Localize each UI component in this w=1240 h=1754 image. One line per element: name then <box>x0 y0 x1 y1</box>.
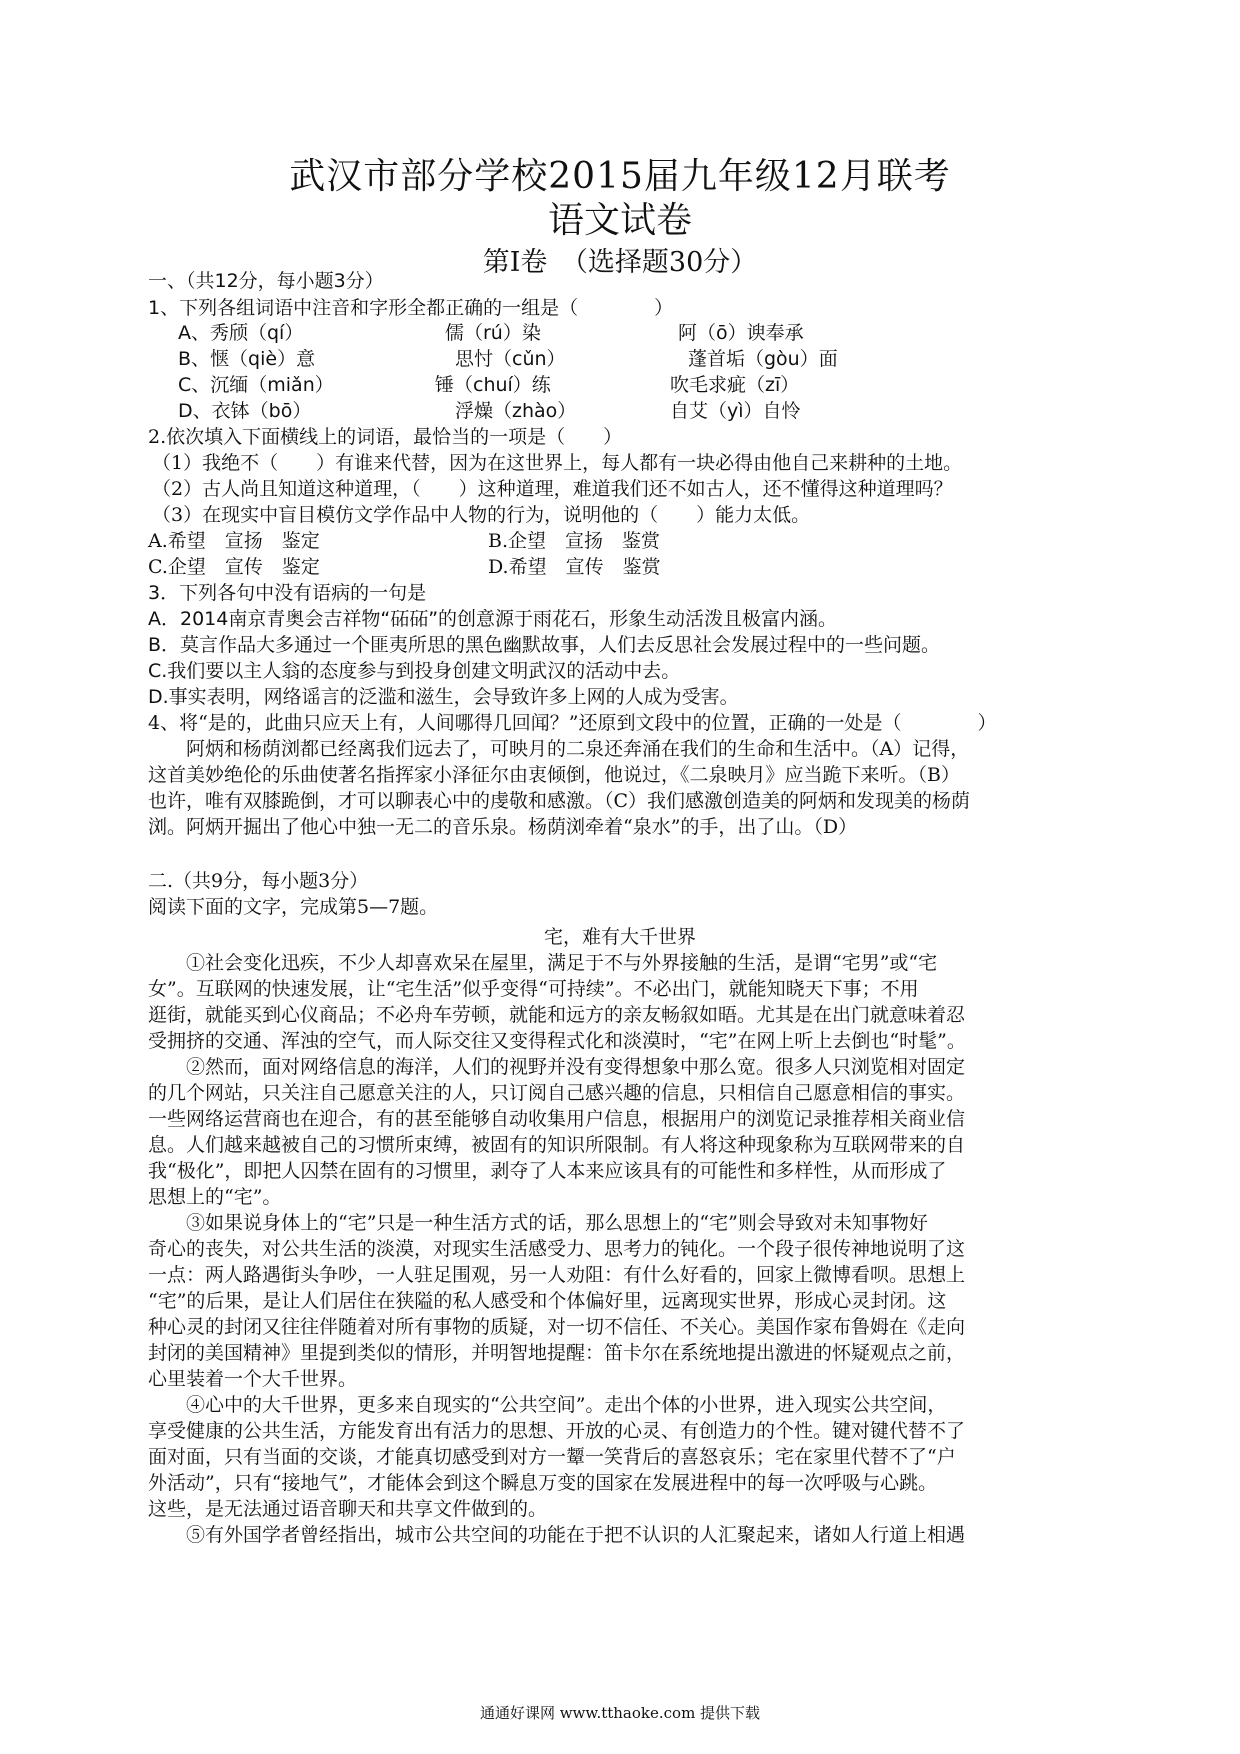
q4-stem: 4、将“是的，此曲只应天上有，人间哪得几回闻？”还原到文段中的位置，正确的一处是（ ） <box>148 712 997 734</box>
article-line: 种心灵的封闭又往往伴随着对所有事物的质疑，对一切不信任、不关心。美国作家布鲁姆在《走向 <box>148 1316 966 1338</box>
q1-option-a2: 儒（rú）染 <box>445 322 541 344</box>
article-line: 一点：两人路遇街头争吵，一人驻足围观，另一人劝阻：有什么好看的，回家上微博看呗。思想上 <box>148 1264 966 1286</box>
q1-option-c2: 锤（chuí）练 <box>435 374 551 396</box>
article-line: 息。人们越来越被自己的习惯所束缚，被固有的知识所限制。有人将这种现象称为互联网带来的自 <box>148 1134 966 1156</box>
volume-heading: 第Ⅰ卷 （选择题30分） <box>482 247 758 278</box>
article-line: 这些，是无法通过语音聊天和共享文件做到的。 <box>148 1498 548 1520</box>
part2-instruction: 阅读下面的文字，完成第5—7题。 <box>148 896 439 918</box>
q4-passage-line: 浏。阿炳开掘出了他心中独一无二的音乐泉。杨荫浏牵着“泉水”的手，出了山。（D） <box>148 816 858 838</box>
article-line: 受拥挤的交通、浑浊的空气，而人际交往又变得程式化和淡漠时，“宅”在网上听上去倒也“时髦”。 <box>148 1030 966 1052</box>
q1-option-b1: B、惬（qiè）意 <box>178 348 316 370</box>
article-line: 的几个网站，只关注自己愿意关注的人，只订阅自己感兴趣的信息，只相信自己愿意相信的事实。 <box>148 1082 966 1104</box>
article-line: ③如果说身体上的“宅”只是一种生活方式的话，那么思想上的“宅”则会导致对未知事物好 <box>148 1212 928 1234</box>
q3-option-a: A．2014南京青奥会吉祥物“砳砳”的创意源于雨花石，形象生动活泼且极富内涵。 <box>148 608 838 630</box>
q4-passage-line: 也许，唯有双膝跪倒，才可以聊表心中的虔敬和感激。（C）我们感激创造美的阿炳和发现美的杨荫 <box>148 790 971 812</box>
article-line: 外活动”，只有“接地气”，才能体会到这个瞬息万变的国家在发展进程中的每一次呼吸与心跳。 <box>148 1472 938 1494</box>
article-line: 享受健康的公共生活，方能发育出有活力的思想、开放的心灵、有创造力的个性。键对键代替不了 <box>148 1420 966 1442</box>
q1-option-d2: 浮燥（zhào） <box>455 400 577 422</box>
footer-credit: 通通好课网 www.tthaoke.com 提供下载 <box>479 1704 761 1722</box>
q1-option-c1: C、沉缅（miǎn） <box>178 374 334 396</box>
q1-option-a1: A、秀颀（qí） <box>178 322 304 344</box>
exam-subtitle: 语文试卷 <box>547 200 692 241</box>
q1-option-d1: D、衣钵（bō） <box>178 400 312 422</box>
q1-option-a3: 阿（ō）谀奉承 <box>678 322 804 344</box>
article-line: ⑤有外国学者曾经指出，城市公共空间的功能在于把不认识的人汇聚起来，诸如人行道上相遇 <box>148 1524 966 1546</box>
article-line: ②然而，面对网络信息的海洋，人们的视野并没有变得想象中那么宽。很多人只浏览相对固定 <box>148 1056 966 1078</box>
part1-heading: 一、（共12分，每小题3分） <box>148 270 384 292</box>
q2-line: （1）我绝不（ ）有谁来代替，因为在这世界上，每人都有一块必得由他自己来耕种的土地。 <box>152 452 963 474</box>
article-line: 一些网络运营商也在迎合，有的甚至能够自动收集用户信息，根据用户的浏览记录推荐相关商业信 <box>148 1108 966 1130</box>
q2-option-c: C.企望 宣传 鉴定 <box>148 556 320 578</box>
article-line: 面对面，只有当面的交谈，才能真切感受到对方一颦一笑背后的喜怒哀乐；宅在家里代替不了“户 <box>148 1446 956 1468</box>
q3-option-b: B．莫言作品大多通过一个匪夷所思的黑色幽默故事，人们去反思社会发展过程中的一些问题。 <box>148 634 941 656</box>
q2-line: （3）在现实中盲目模仿文学作品中人物的行为，说明他的（ ）能力太低。 <box>152 504 811 526</box>
q1-option-b3: 蓬首垢（gòu）面 <box>688 348 838 370</box>
q2-option-d: D.希望 宣传 鉴赏 <box>488 556 661 578</box>
exam-title: 武汉市部分学校2015届九年级12月联考 <box>289 156 951 197</box>
article-line: 封闭的美国精神》里提到类似的情形，并明智地提醒：笛卡尔在系统地提出激进的怀疑观点之前， <box>148 1342 966 1364</box>
q1-option-d3: 自艾（yì）自怜 <box>670 400 801 422</box>
article-line: 女”。互联网的快速发展，让“宅生活”似乎变得“可持续”。不必出门，就能知晓天下事；不用 <box>148 978 919 1000</box>
q1-option-b2: 思忖（cǔn） <box>455 348 566 370</box>
article-line: 我“极化”，即把人囚禁在固有的习惯里，剥夺了人本来应该具有的可能性和多样性，从而形成了 <box>148 1160 947 1182</box>
article-title: 宅，难有大千世界 <box>543 926 696 948</box>
article-line: ④心中的大千世界，更多来自现实的“公共空间”。走出个体的小世界，进入现实公共空间， <box>148 1394 947 1416</box>
article-line: ①社会变化迅疾，不少人却喜欢呆在屋里，满足于不与外界接触的生活，是谓“宅男”或“宅 <box>148 952 938 974</box>
q2-option-b: B.企望 宣扬 鉴赏 <box>488 530 661 552</box>
article-line: 逛街，就能买到心仪商品；不必舟车劳顿，就能和远方的亲友畅叙如晤。尤其是在出门就意味着忍 <box>148 1004 966 1026</box>
q2-line: （2）古人尚且知道这种道理，（ ）这种道理，难道我们还不如古人，还不懂得这种道理吗？ <box>152 478 953 500</box>
q3-option-d: D.事实表明，网络谣言的泛滥和滋生，会导致许多上网的人成为受害。 <box>148 686 739 708</box>
q4-passage-line: 这首美妙绝伦的乐曲使著名指挥家小泽征尔由衷倾倒，他说过，《二泉映月》应当跪下来听。（B） <box>148 764 960 786</box>
q3-stem: 3．下列各句中没有语病的一句是 <box>148 582 427 604</box>
part2-heading: 二.（共9分，每小题3分） <box>148 870 369 892</box>
q1-option-c3: 吹毛求疵（zī） <box>670 374 800 396</box>
article-line: “宅”的后果，是让人们居住在狭隘的私人感受和个体偏好里，远离现实世界，形成心灵封闭。这 <box>148 1290 947 1312</box>
article-line: 心里装着一个大千世界。 <box>148 1368 358 1390</box>
q3-option-c: C.我们要以主人翁的态度参与到投身创建文明武汉的活动中去。 <box>148 660 681 682</box>
article-line: 思想上的“宅”。 <box>148 1186 282 1208</box>
q2-option-a: A.希望 宣扬 鉴定 <box>148 530 320 552</box>
q4-passage-line: 阿炳和杨荫浏都已经离我们远去了，可映月的二泉还奔涌在我们的生命和生活中。（A）记得， <box>148 738 970 760</box>
q2-stem: 2.依次填入下面横线上的词语，最恰当的一项是（ ） <box>148 426 623 448</box>
q1-stem: 1、下列各组词语中注音和字形全都正确的一组是（ ） <box>148 297 674 319</box>
article-line: 奇心的丧失，对公共生活的淡漠，对现实生活感受力、思考力的钝化。一个段子很传神地说明了这 <box>148 1238 966 1260</box>
